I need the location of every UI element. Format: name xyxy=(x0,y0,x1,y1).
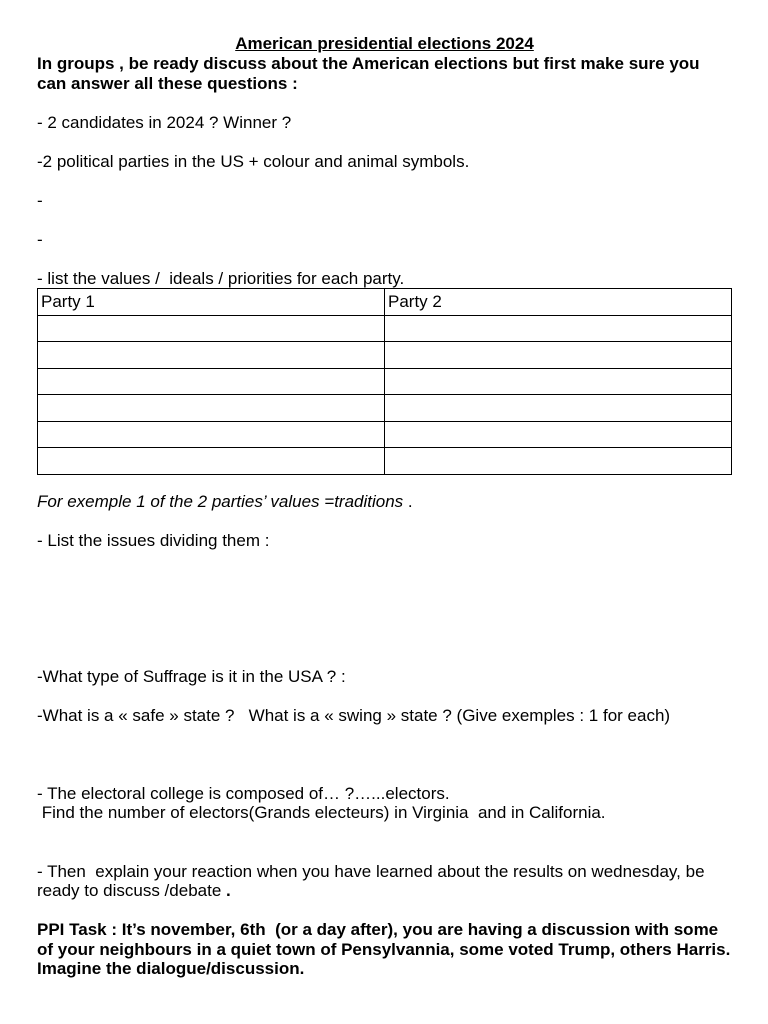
blank-answer-line: - xyxy=(37,190,43,210)
table-cell[interactable] xyxy=(38,448,385,475)
table-cell[interactable] xyxy=(38,368,385,395)
question-electors-count: Find the number of electors(Grands electeurs) in Virginia and in California. xyxy=(37,803,606,822)
question-issues: - List the issues dividing them : xyxy=(37,530,270,550)
spacer xyxy=(37,511,732,531)
table-cell[interactable] xyxy=(385,395,732,422)
answer-space xyxy=(37,726,732,784)
table-cell[interactable] xyxy=(385,342,732,369)
question-parties: -2 political parties in the US + colour and animal symbols. xyxy=(37,151,470,171)
page-title: American presidential elections 2024 xyxy=(235,34,534,53)
spacer xyxy=(37,687,732,707)
table-cell[interactable] xyxy=(385,315,732,342)
spacer xyxy=(37,171,732,191)
ppi-task: PPI Task : It’s november, 6th (or a day after), you are having a discussion with some of your neighbours in a quiet town of Pensylvannia, some voted Trump, others Harris. Imagine the dialogue/discussion. xyxy=(37,920,736,978)
example-period: . xyxy=(403,491,413,511)
spacer xyxy=(37,475,732,492)
table-row xyxy=(38,368,732,395)
party-1-header: Party 1 xyxy=(38,289,385,316)
example-text: For exemple 1 of the 2 parties’ values =traditions xyxy=(37,491,404,511)
table-cell[interactable] xyxy=(38,342,385,369)
worksheet xyxy=(37,34,736,979)
table-cell[interactable] xyxy=(38,395,385,422)
reaction-text: - Then explain your reaction when you have learned about the results on wednesday, be ready to discuss /debate xyxy=(37,861,710,900)
example-note xyxy=(37,492,732,512)
table-row xyxy=(38,342,732,369)
question-reaction xyxy=(37,862,732,901)
table-row xyxy=(38,448,732,475)
table-row xyxy=(38,395,732,422)
table-cell[interactable] xyxy=(38,421,385,448)
spacer xyxy=(37,210,732,230)
answer-space xyxy=(37,823,732,862)
spacer xyxy=(37,249,732,269)
party-2-header: Party 2 xyxy=(385,289,732,316)
intro-instructions: In groups , be ready discuss about the American elections but first make sure you can answer all these questions : xyxy=(37,54,700,93)
table-header-row xyxy=(38,289,732,316)
question-electoral-college: - The electoral college is composed of… ?…...electors. xyxy=(37,783,450,803)
answer-space xyxy=(37,550,732,667)
reaction-period: . xyxy=(221,881,231,900)
table-row xyxy=(38,421,732,448)
table-row xyxy=(38,315,732,342)
question-safe-swing-state: -What is a « safe » state ? What is a « swing » state ? (Give exemples : 1 for each) xyxy=(37,706,671,725)
spacer xyxy=(37,93,732,113)
question-candidates: - 2 candidates in 2024 ? Winner ? xyxy=(37,112,292,132)
table-cell[interactable] xyxy=(385,368,732,395)
spacer xyxy=(37,132,732,152)
question-suffrage: -What type of Suffrage is it in the USA ? : xyxy=(37,667,346,686)
spacer xyxy=(37,901,732,921)
table-cell[interactable] xyxy=(385,448,732,475)
table-cell[interactable] xyxy=(385,421,732,448)
blank-answer-line: - xyxy=(37,229,43,249)
party-values-table xyxy=(37,288,732,475)
question-values: - list the values / ideals / priorities for each party. xyxy=(37,268,405,288)
table-cell[interactable] xyxy=(38,315,385,342)
